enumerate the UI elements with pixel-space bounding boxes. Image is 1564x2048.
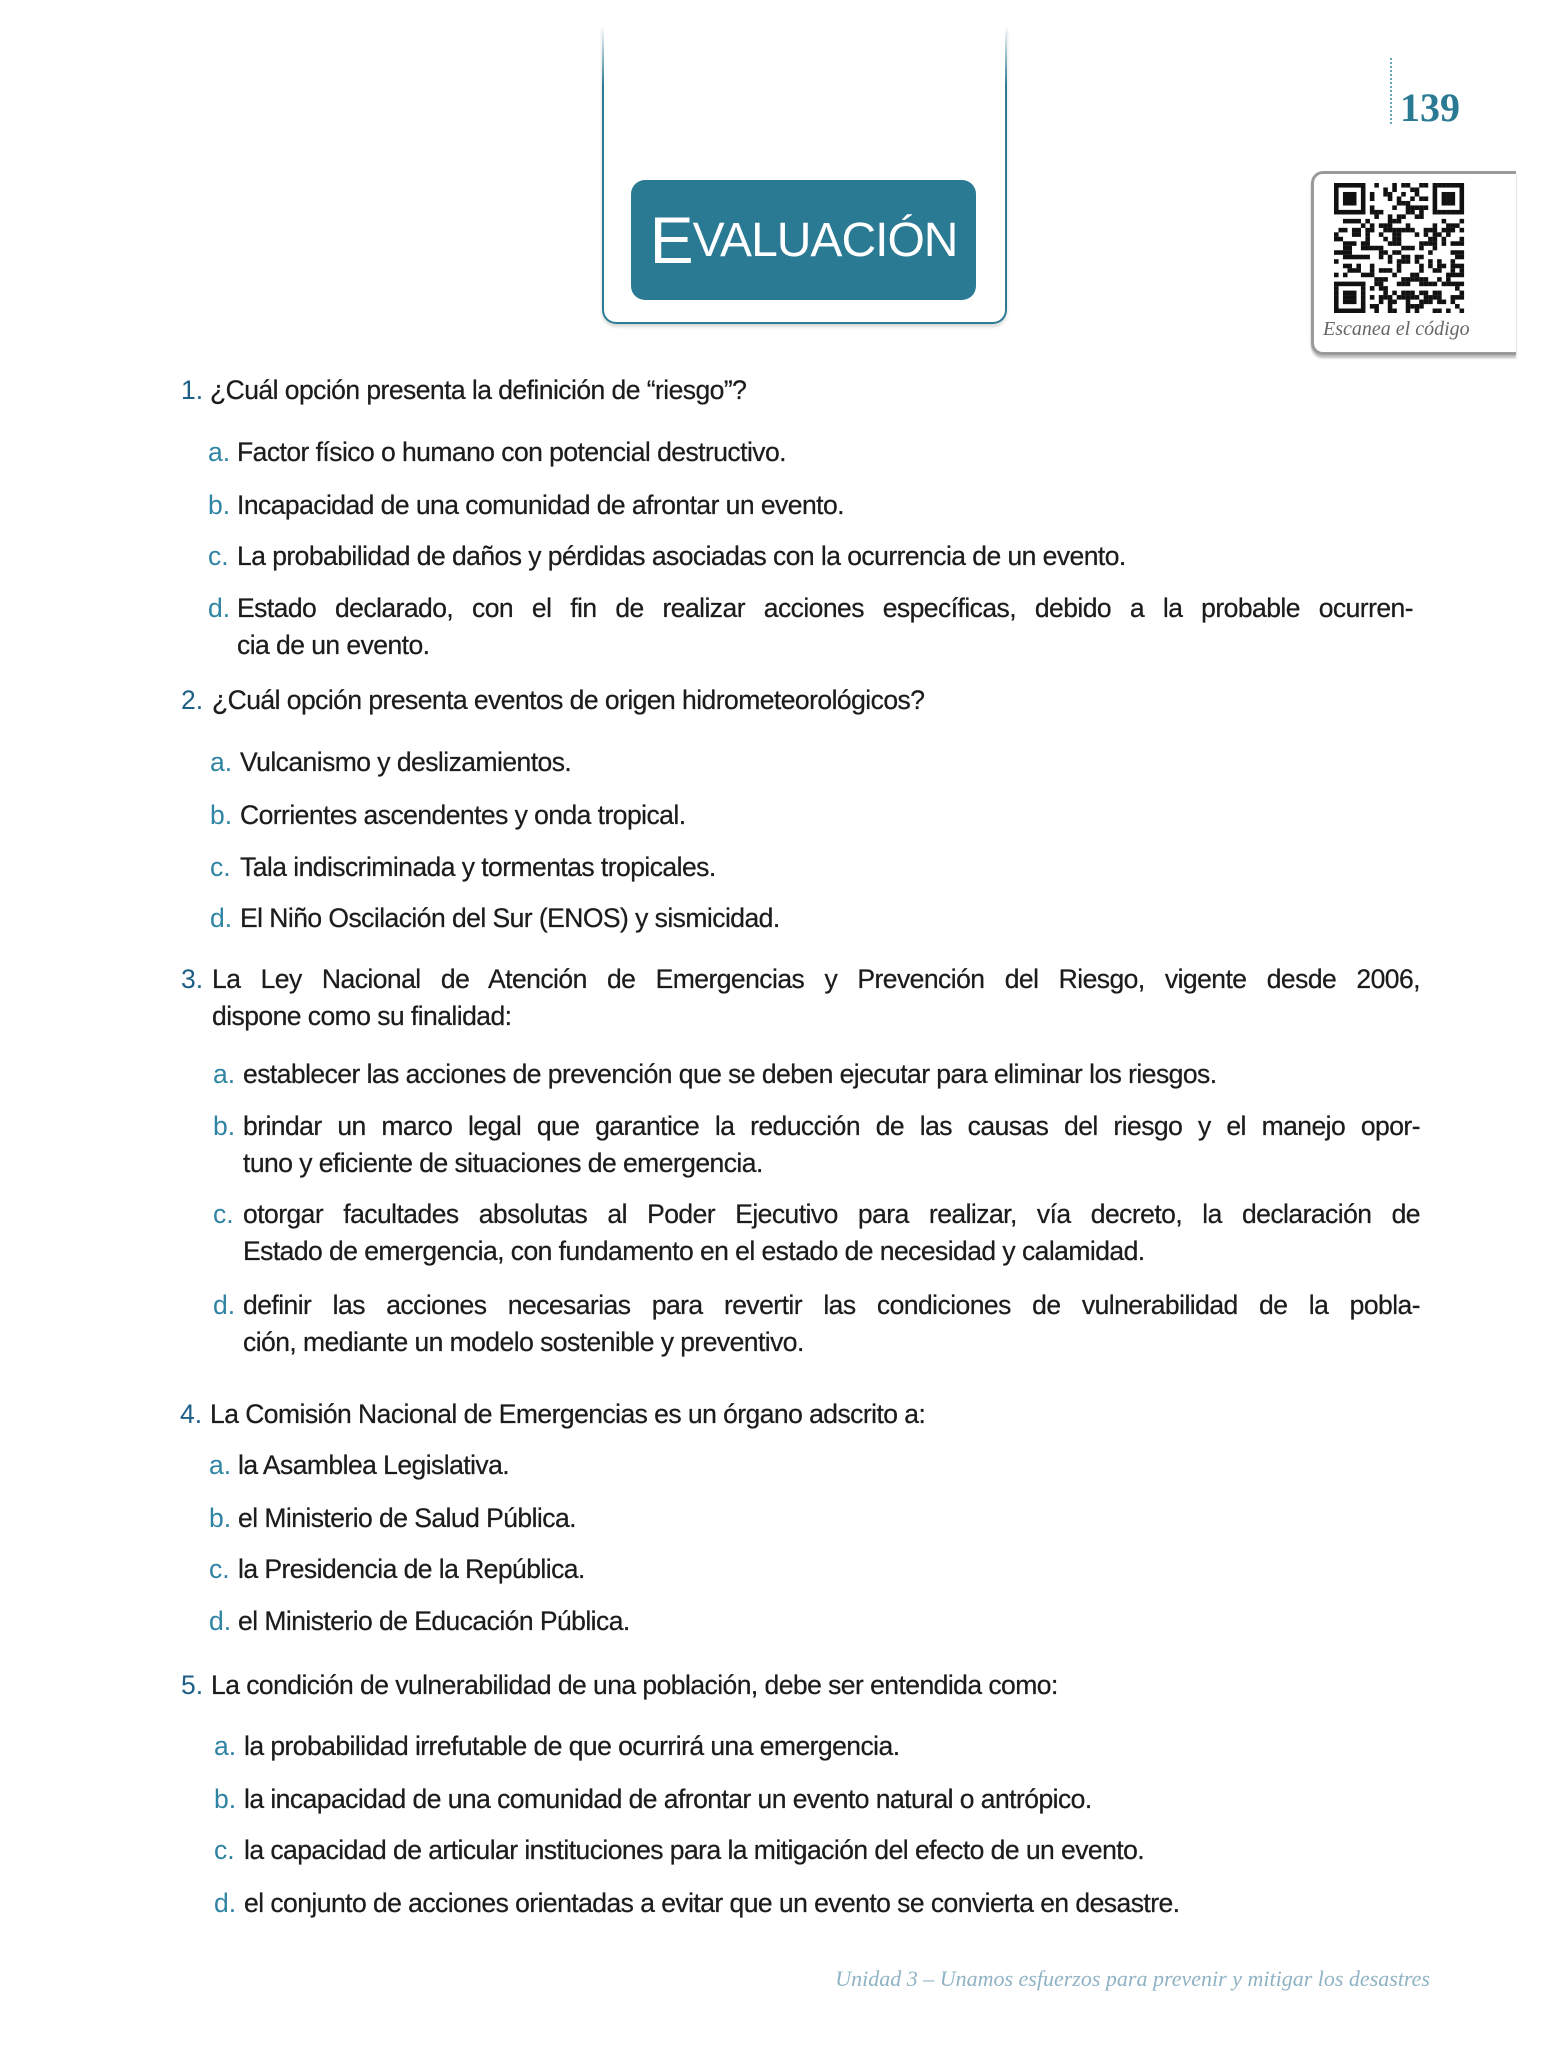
option-text: el Ministerio de Educación Pública.: [238, 1606, 630, 1636]
option-text: Vulcanismo y deslizamientos.: [240, 747, 572, 777]
question-text: ¿Cuál opción presenta eventos de origen hidrometeorológicos?: [212, 685, 925, 715]
question-text: dispone como su finalidad:: [212, 1001, 512, 1031]
title-rest: VALUACIÓN: [692, 213, 958, 267]
question-text: La Ley Nacional de Atención de Emergencias y Prevención del Riesgo, vigente desde 2006,: [212, 964, 1420, 994]
question-number: 2.: [181, 685, 204, 715]
option-letter: a.: [209, 1450, 232, 1480]
qr-caption: Escanea el código: [1323, 318, 1470, 340]
option-letter: b.: [214, 1784, 237, 1814]
option-text: Estado declarado, con el fin de realizar acciones específicas, debido a la probable ocurren-: [237, 593, 1413, 623]
option-text: ción, mediante un modelo sostenible y preventivo.: [243, 1327, 804, 1357]
option-text: el Ministerio de Salud Pública.: [238, 1503, 576, 1533]
option-text: otorgar facultades absolutas al Poder Ejecutivo para realizar, vía decreto, la declaración de: [243, 1199, 1420, 1229]
option-text: la capacidad de articular instituciones para la mitigación del efecto de un evento.: [244, 1835, 1145, 1865]
option-text: establecer las acciones de prevención que se deben ejecutar para eliminar los riesgos.: [243, 1059, 1217, 1089]
option-letter: d.: [208, 593, 231, 623]
option-letter: d.: [214, 1888, 237, 1918]
option-text: definir las acciones necesarias para revertir las condiciones de vulnerabilidad de la pobla-: [243, 1290, 1420, 1320]
qr-code-icon[interactable]: [1333, 183, 1465, 313]
question-number: 5.: [181, 1670, 204, 1700]
option-letter: b.: [209, 1503, 232, 1533]
option-text: la Presidencia de la República.: [238, 1554, 585, 1584]
option-text: brindar un marco legal que garantice la reducción de las causas del riesgo y el manejo opor-: [243, 1111, 1420, 1141]
question-number: 4.: [180, 1399, 203, 1429]
option-text: cia de un evento.: [237, 630, 430, 660]
option-letter: c.: [208, 541, 229, 571]
option-text: La probabilidad de daños y pérdidas asociadas con la ocurrencia de un evento.: [237, 541, 1126, 571]
question-text: ¿Cuál opción presenta la definición de “riesgo”?: [210, 375, 747, 405]
option-text: el conjunto de acciones orientadas a evitar que un evento se convierta en desastre.: [244, 1888, 1180, 1918]
option-letter: c.: [213, 1199, 234, 1229]
option-text: Incapacidad de una comunidad de afrontar un evento.: [237, 490, 844, 520]
option-letter: b.: [210, 800, 233, 830]
option-letter: c.: [210, 852, 231, 882]
option-letter: c.: [209, 1554, 230, 1584]
option-letter: d.: [209, 1606, 232, 1636]
option-text: Factor físico o humano con potencial destructivo.: [237, 437, 786, 467]
option-letter: a.: [214, 1731, 237, 1761]
title-initial: E: [649, 203, 693, 277]
section-title: [631, 180, 976, 300]
option-letter: d.: [213, 1290, 236, 1320]
option-text: tuno y eficiente de situaciones de emergencia.: [243, 1148, 763, 1178]
question-number: 3.: [181, 964, 204, 994]
option-letter: b.: [213, 1111, 236, 1141]
option-letter: a.: [210, 747, 233, 777]
option-letter: a.: [213, 1059, 236, 1089]
option-text: la probabilidad irrefutable de que ocurrirá una emergencia.: [244, 1731, 900, 1761]
question-text: La condición de vulnerabilidad de una población, debe ser entendida como:: [211, 1670, 1058, 1700]
page-number: 139: [1400, 85, 1460, 130]
page-footer: Unidad 3 – Unamos esfuerzos para prevenir y mitigar los desastres: [835, 1966, 1430, 1991]
option-text: Corrientes ascendentes y onda tropical.: [240, 800, 686, 830]
option-text: la Asamblea Legislativa.: [238, 1450, 510, 1480]
option-text: Estado de emergencia, con fundamento en el estado de necesidad y calamidad.: [243, 1236, 1145, 1266]
option-letter: d.: [210, 903, 233, 933]
option-text: la incapacidad de una comunidad de afrontar un evento natural o antrópico.: [244, 1784, 1092, 1814]
option-letter: b.: [208, 490, 231, 520]
question-text: La Comisión Nacional de Emergencias es un órgano adscrito a:: [210, 1399, 926, 1429]
option-letter: c.: [214, 1835, 235, 1865]
page-number-divider: [1390, 58, 1392, 124]
question-number: 1.: [181, 375, 204, 405]
option-text: El Niño Oscilación del Sur (ENOS) y sismicidad.: [240, 903, 780, 933]
option-letter: a.: [208, 437, 231, 467]
option-text: Tala indiscriminada y tormentas tropicales.: [240, 852, 716, 882]
